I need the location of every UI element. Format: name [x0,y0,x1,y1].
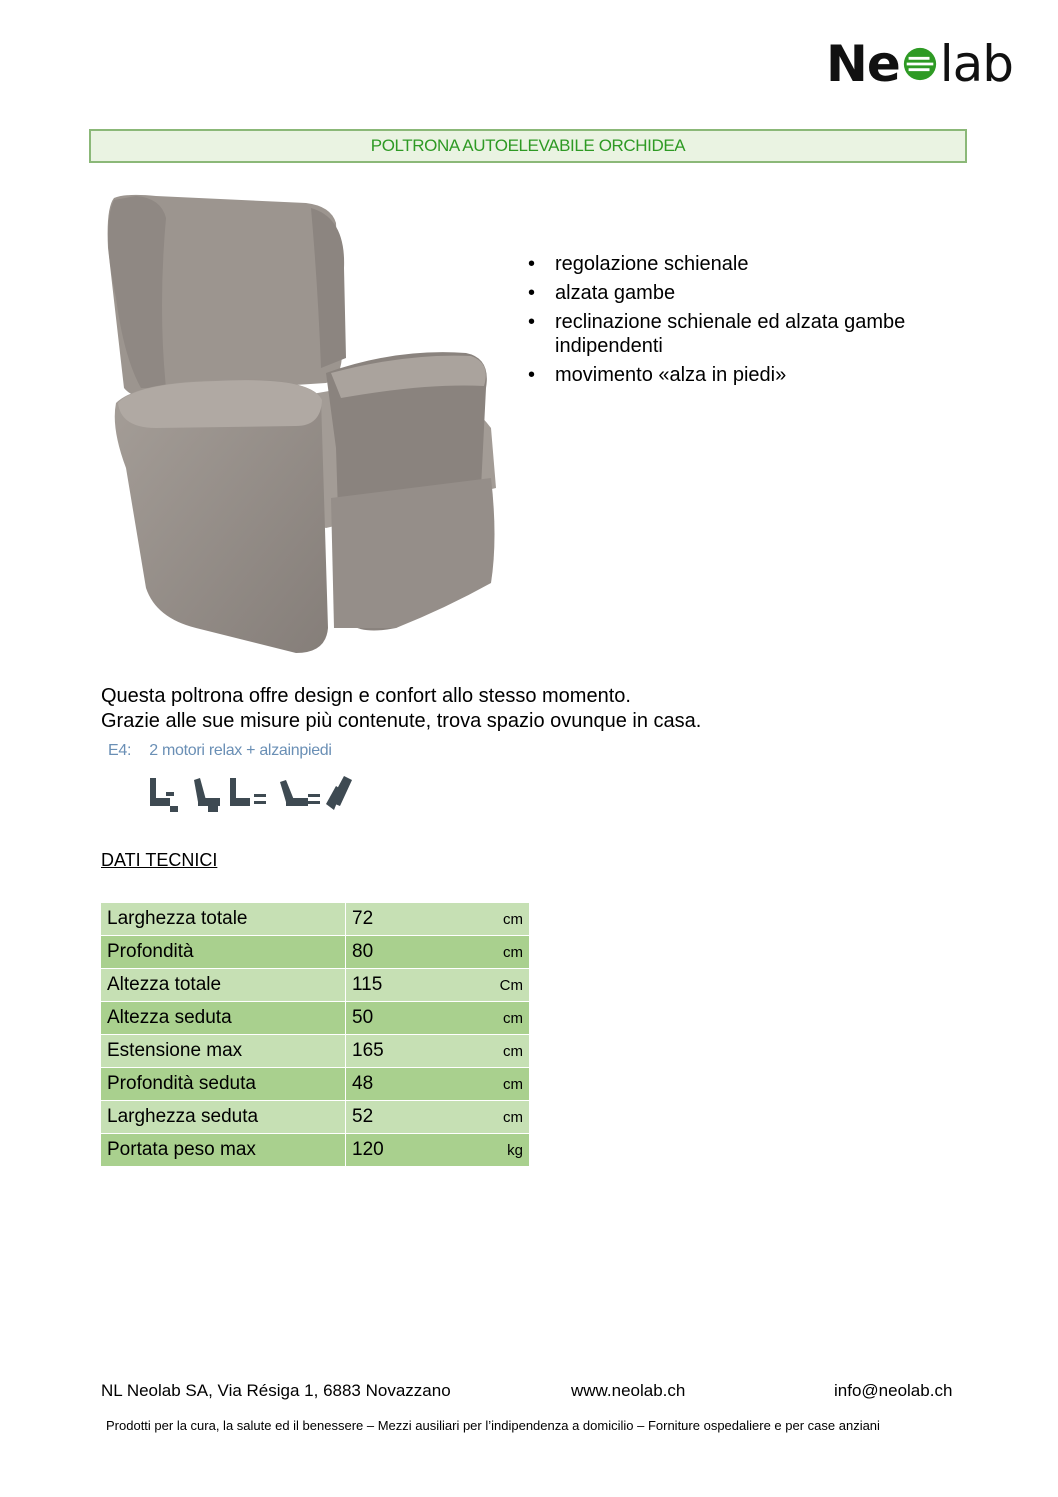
technical-data-heading: DATI TECNICI [101,850,218,870]
spec-unit: cm [478,903,529,936]
table-row [101,1068,529,1101]
neolab-logo [826,34,1013,94]
spec-name: Profondità [101,936,346,969]
spec-unit: cm [478,1068,529,1101]
spec-name: Profondità seduta [101,1068,346,1101]
footer-address: NL Neolab SA, Via Résiga 1, 6883 Novazzano [101,1381,451,1400]
table-row [101,1035,529,1068]
table-row [101,1134,529,1167]
spec-unit: kg [478,1134,529,1167]
table-row [101,936,529,969]
leaf-o-icon [901,45,939,83]
description-line: Questa poltrona offre design e confort allo stesso momento. [101,685,631,707]
motor-code: E4: [108,742,132,759]
logo-text-lab: lab [939,35,1014,93]
logo-text-ne: Ne [826,35,900,93]
spec-unit: cm [478,936,529,969]
spec-name: Portata peso max [101,1134,346,1167]
spec-value: 52 [346,1101,478,1134]
spec-unit: cm [478,1035,529,1068]
footer-tagline: Prodotti per la cura, la salute ed il benessere – Mezzi ausiliari per l’indipendenza a domicilio – Forniture ospedaliere e per case anziani [106,1418,880,1433]
motor-description: 2 motori relax + alzainpiedi [149,742,332,759]
feature-item: • movimento «alza in piedi» [528,363,948,387]
footer-email-link[interactable]: info@neolab.ch [834,1381,953,1400]
table-row [101,969,529,1002]
spec-value: 50 [346,1002,478,1035]
description-line: Grazie alle sue misure più contenute, trova spazio ovunque in casa. [101,710,702,732]
spec-unit: cm [478,1101,529,1134]
spec-value: 48 [346,1068,478,1101]
spec-name: Altezza seduta [101,1002,346,1035]
table-row [101,1101,529,1134]
spec-name: Estensione max [101,1035,346,1068]
feature-item: • reclinazione schienale ed alzata gambe indipendenti [528,310,948,358]
footer-website-link[interactable]: www.neolab.ch [571,1381,686,1400]
spec-value: 120 [346,1134,478,1167]
spec-name: Altezza totale [101,969,346,1002]
specs-table [101,903,529,1167]
spec-unit: Cm [478,969,529,1002]
product-description [101,684,701,734]
feature-item: • regolazione schienale [528,252,948,276]
chair-positions-icon [148,772,358,814]
motor-label [108,742,332,760]
spec-value: 165 [346,1035,478,1068]
table-row [101,1002,529,1035]
feature-list [528,252,948,392]
spec-name: Larghezza seduta [101,1101,346,1134]
spec-name: Larghezza totale [101,903,346,936]
spec-unit: cm [478,1002,529,1035]
product-title: POLTRONA AUTOELEVABILE ORCHIDEA [370,136,686,155]
spec-value: 72 [346,903,478,936]
feature-item: • alzata gambe [528,281,948,305]
product-title-bar [89,129,967,163]
spec-value: 80 [346,936,478,969]
spec-value: 115 [346,969,478,1002]
armchair-image [96,188,506,658]
table-row [101,903,529,936]
